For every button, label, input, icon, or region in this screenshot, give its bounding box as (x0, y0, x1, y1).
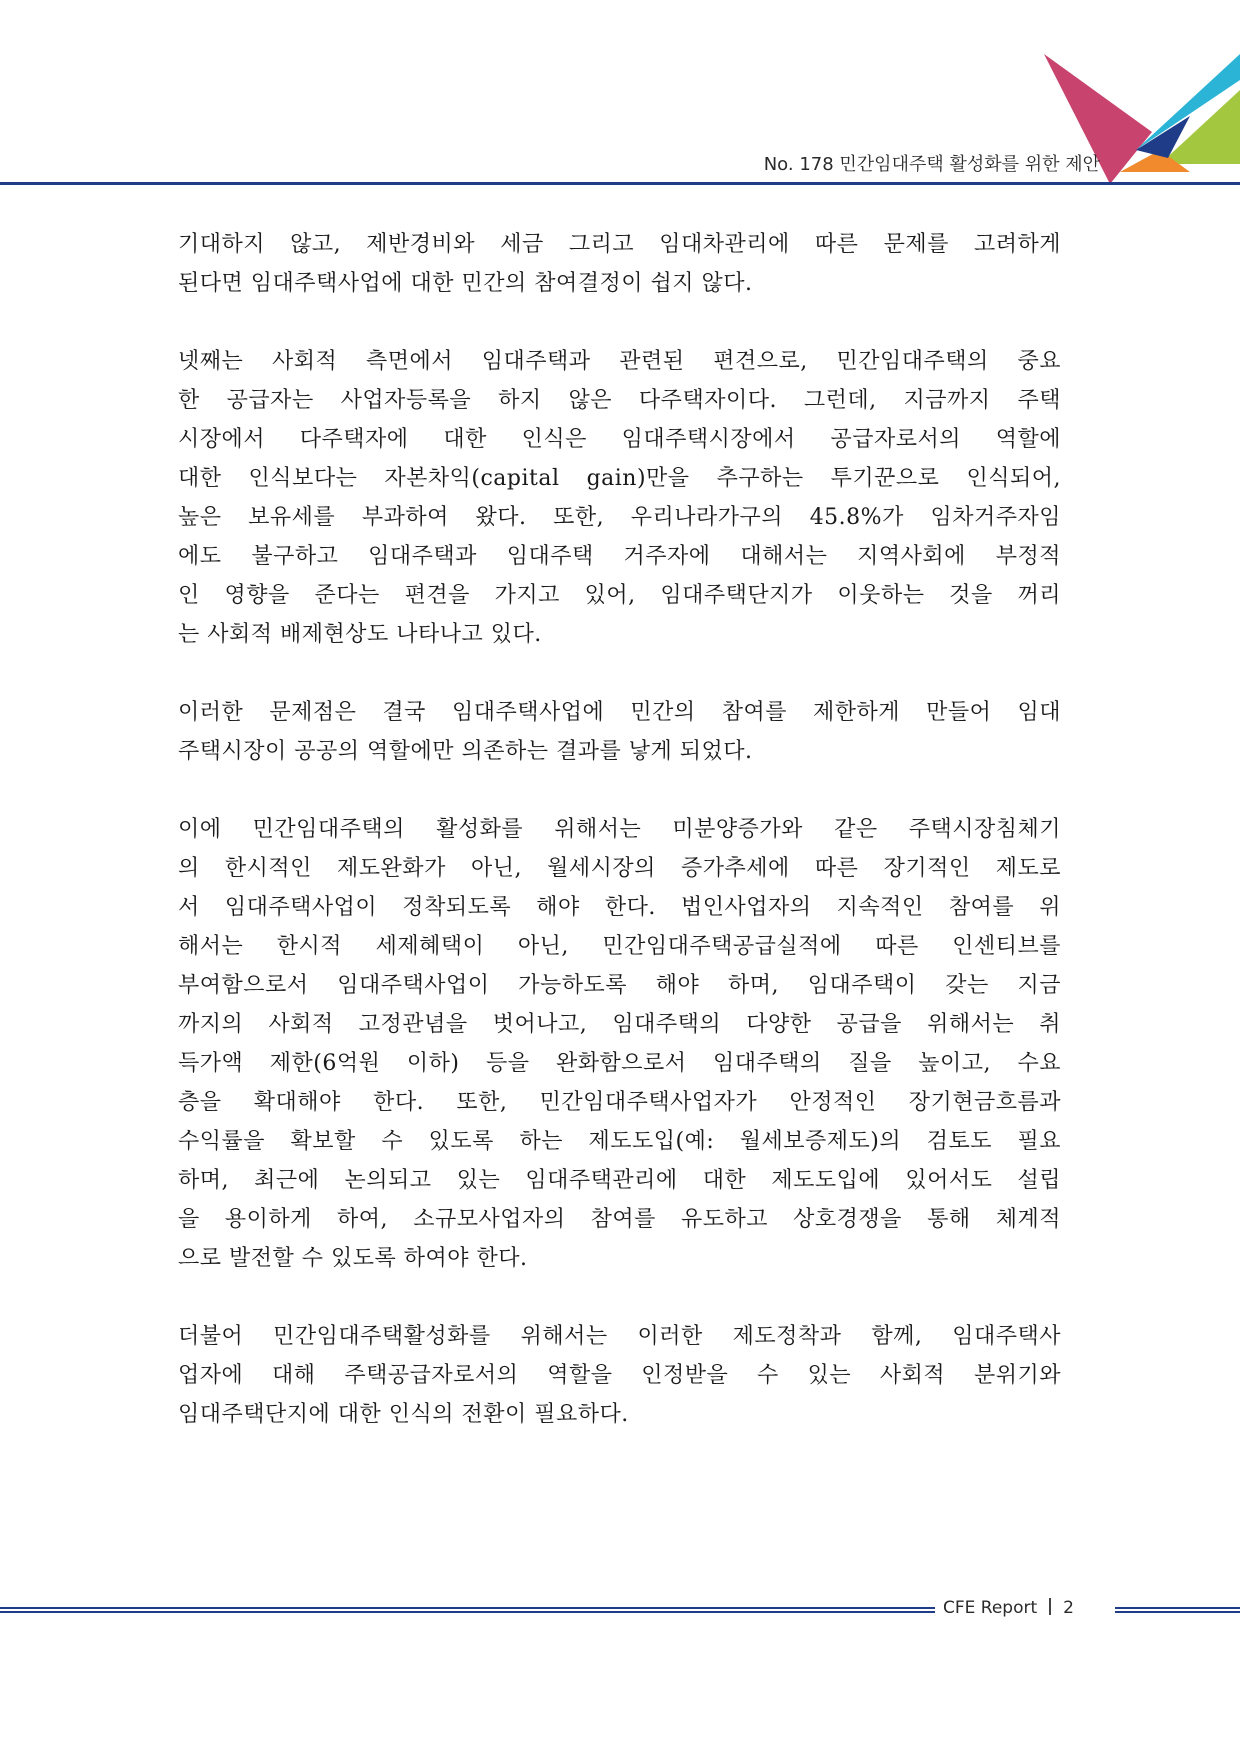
paragraph-3 (178, 693, 1061, 771)
text-line: 수익률을 확보할 수 있도록 하는 제도도입(예: 월세보증제도)의 검토도 필요 (178, 1129, 1061, 1154)
text-line: 에도 불구하고 임대주택과 임대주택 거주자에 대해서는 지역사회에 부정적 (178, 544, 1061, 569)
text-line: 인 영향을 준다는 편견을 가지고 있어, 임대주택단지가 이웃하는 것을 꺼리 (178, 583, 1061, 608)
text-line: 이러한 문제점은 결국 임대주택사업에 민간의 참여를 제한하게 만들어 임대 (178, 700, 1061, 725)
body-text (178, 225, 1061, 1473)
footer-rule-left (0, 1607, 935, 1613)
header-rule (0, 182, 1240, 185)
text-line: 대한 인식보다는 자본차익(capital gain)만을 추구하는 투기꾼으로 인식되어, (178, 466, 1061, 491)
text-line: 부여함으로서 임대주택사업이 가능하도록 해야 하며, 임대주택이 갖는 지금 (178, 973, 1061, 998)
text-line: 서 임대주택사업이 정착되도록 해야 한다. 법인사업자의 지속적인 참여를 위 (178, 895, 1061, 920)
paragraph-4 (178, 810, 1061, 1278)
text-line: 이에 민간임대주택의 활성화를 위해서는 미분양증가와 같은 주택시장침체기 (178, 817, 1061, 842)
text-line: 한 공급자는 사업자등록을 하지 않은 다주택자이다. 그런데, 지금까지 주택 (178, 388, 1061, 413)
text-line: 득가액 제한(6억원 이하) 등을 완화함으로서 임대주택의 질을 높이고, 수요 (178, 1051, 1061, 1076)
text-line: 된다면 임대주택사업에 대한 민간의 참여결정이 쉽지 않다. (178, 271, 753, 296)
paragraph-2 (178, 342, 1061, 654)
text-line: 임대주택단지에 대한 인식의 전환이 필요하다. (178, 1402, 629, 1427)
text-line: 는 사회적 배제현상도 나타나고 있다. (178, 622, 542, 647)
header-title: No. 178 민간임대주택 활성화를 위한 제안 (763, 154, 1100, 175)
text-line: 높은 보유세를 부과하여 왔다. 또한, 우리나라가구의 45.8%가 임차거주자임 (178, 505, 1061, 530)
text-line: 넷째는 사회적 측면에서 임대주택과 관련된 편견으로, 민간임대주택의 중요 (178, 349, 1061, 374)
text-line: 의 한시적인 제도완화가 아닌, 월세시장의 증가추세에 따른 장기적인 제도로 (178, 856, 1061, 881)
text-line: 까지의 사회적 고정관념을 벗어나고, 임대주택의 다양한 공급을 위해서는 취 (178, 1012, 1061, 1037)
text-line: 기대하지 않고, 제반경비와 세금 그리고 임대차관리에 따른 문제를 고려하게 (178, 232, 1061, 257)
paragraph-1 (178, 225, 1061, 303)
text-line: 해서는 한시적 세제혜택이 아닌, 민간임대주택공급실적에 따른 인센티브를 (178, 934, 1061, 959)
footer-label (943, 1598, 1074, 1618)
paragraph-5 (178, 1317, 1061, 1434)
text-line: 주택시장이 공공의 역할에만 의존하는 결과를 낳게 되었다. (178, 739, 753, 764)
text-line: 을 용이하게 하여, 소규모사업자의 참여를 유도하고 상호경쟁을 통해 체계적 (178, 1207, 1061, 1232)
page-number: 2 (1063, 1598, 1074, 1618)
footer-report-name: CFE Report (943, 1598, 1038, 1618)
footer-separator (1049, 1598, 1051, 1615)
text-line: 으로 발전할 수 있도록 하여야 한다. (178, 1246, 528, 1271)
text-line: 시장에서 다주택자에 대한 인식은 임대주택시장에서 공급자로서의 역할에 (178, 427, 1061, 452)
text-line: 층을 확대해야 한다. 또한, 민간임대주택사업자가 안정적인 장기현금흐름과 (178, 1090, 1061, 1115)
text-line: 더불어 민간임대주택활성화를 위해서는 이러한 제도정착과 함께, 임대주택사 (178, 1324, 1061, 1349)
text-line: 하며, 최근에 논의되고 있는 임대주택관리에 대한 제도도입에 있어서도 설립 (178, 1168, 1061, 1193)
text-line: 업자에 대해 주택공급자로서의 역할을 인정받을 수 있는 사회적 분위기와 (178, 1363, 1061, 1388)
footer-rule-right (1115, 1607, 1240, 1613)
